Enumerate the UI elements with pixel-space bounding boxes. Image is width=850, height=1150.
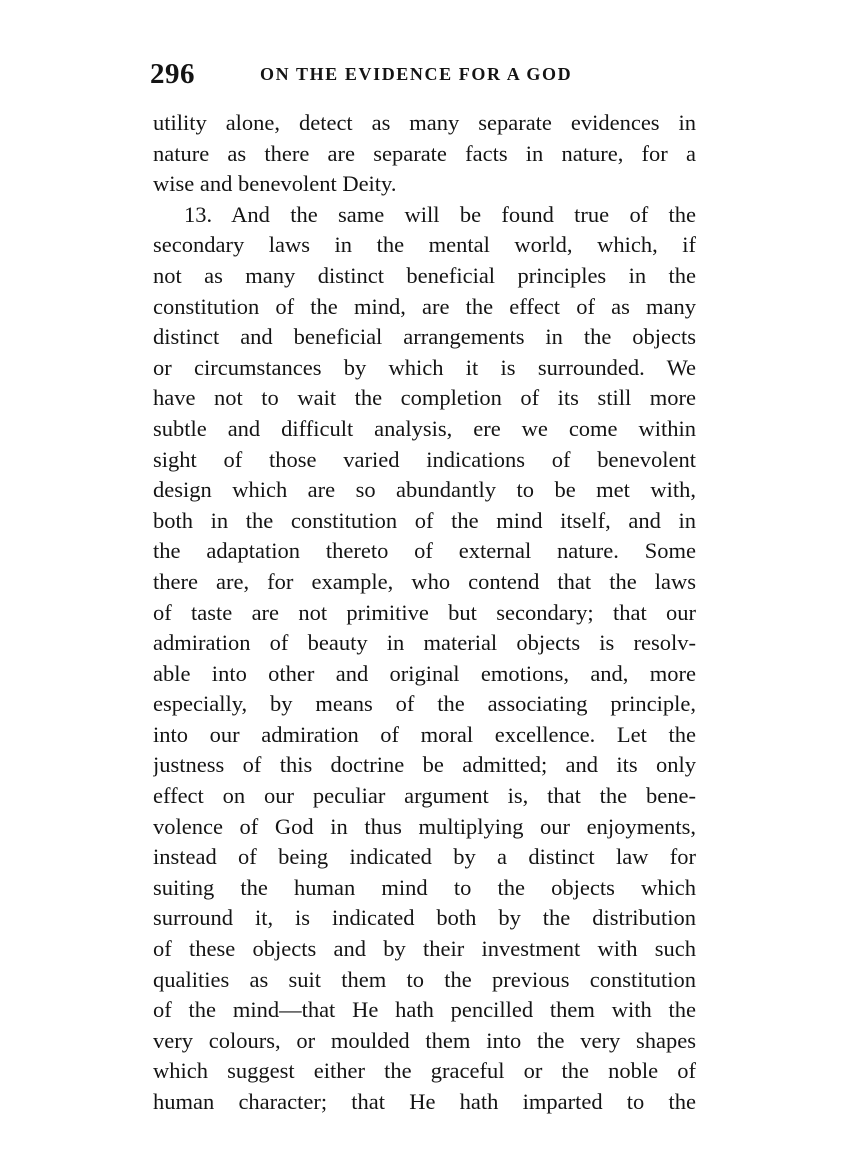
text-line: there are, for example, who contend that the laws: [153, 568, 696, 594]
text-line: volence of God in thus multiplying our enjoyments,: [153, 813, 696, 839]
text-line: instead of being indicated by a distinct law for: [153, 844, 696, 870]
text-line: constitution of the mind, are the effect of as many: [153, 293, 696, 319]
running-title: ON THE EVIDENCE FOR A GOD: [260, 64, 573, 84]
text-line: into our admiration of moral excellence. Let the: [153, 721, 696, 747]
text-line: secondary laws in the mental world, which, if: [153, 232, 696, 258]
text-line: of these objects and by their investment with such: [153, 936, 696, 962]
body-text: [153, 108, 696, 1118]
text-line: of taste are not primitive but secondary; that our: [153, 599, 696, 625]
text-line: distinct and beneficial arrangements in the objects: [153, 324, 696, 350]
text-line: human character; that He hath imparted to the: [153, 1089, 696, 1114]
text-line: of the mind—that He hath pencilled them with the: [153, 997, 696, 1023]
text-line: justness of this doctrine be admitted; and its only: [153, 752, 696, 778]
text-line: suiting the human mind to the objects which: [153, 874, 696, 900]
text-line: not as many distinct beneficial principles in the: [153, 262, 696, 288]
text-line: especially, by means of the associating principle,: [153, 691, 696, 717]
text-line: very colours, or moulded them into the very shapes: [153, 1027, 696, 1053]
text-line: effect on our peculiar argument is, that the bene-: [153, 783, 696, 809]
text-line: utility alone, detect as many separate evidences in: [153, 110, 696, 135]
paragraph-start-line: 13. And the same will be found true of the: [184, 201, 696, 227]
text-line: have not to wait the completion of its still more: [153, 385, 696, 411]
text-line: admiration of beauty in material objects is resolv-: [153, 630, 696, 656]
text-line: sight of those varied indications of benevolent: [153, 446, 696, 472]
page-number: 296: [150, 58, 195, 90]
text-line: qualities as suit them to the previous constitution: [153, 966, 696, 992]
text-line: subtle and difficult analysis, ere we come within: [153, 415, 696, 441]
text-line: wise and benevolent Deity.: [153, 171, 397, 197]
text-line: both in the constitution of the mind itself, and in: [153, 507, 696, 533]
text-line: or circumstances by which it is surrounded. We: [153, 354, 696, 380]
text-line: able into other and original emotions, and, more: [153, 660, 696, 686]
text-line: nature as there are separate facts in nature, for a: [153, 140, 696, 166]
text-line: design which are so abundantly to be met with,: [153, 477, 696, 503]
running-head: [150, 58, 710, 92]
text-line: the adaptation thereto of external nature. Some: [153, 538, 696, 564]
text-line: which suggest either the graceful or the noble of: [153, 1058, 696, 1084]
text-line: surround it, is indicated both by the distribution: [153, 905, 696, 931]
